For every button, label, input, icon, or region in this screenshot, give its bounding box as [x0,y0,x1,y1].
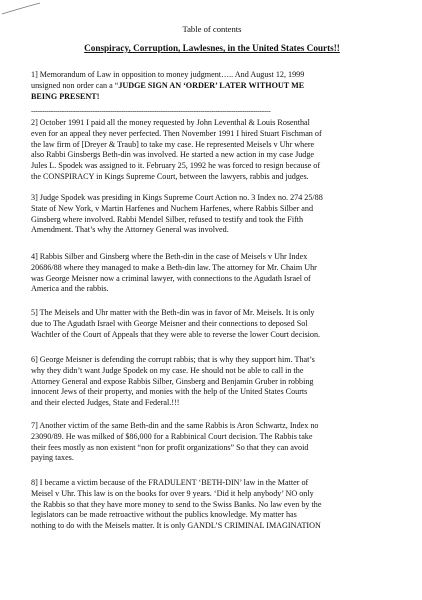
separator-line: ------------------------------------------------------------------------------------------------------------- [31,106,271,115]
paragraph-line: 6] George Meisner is defending the corrupt rabbis; that is why they support him. That’s [31,355,315,364]
paragraph-line: 20686/88 where they managed to make a Beth-din law. The attorney for Mr. Chaim Uhr [31,262,317,272]
paragraph-7 [31,421,393,464]
paragraph-line: 3] Judge Spodek was presiding in Kings Supreme Court Action no. 3 Index no. 274 25/88 [31,193,323,202]
paragraph-line: was George Meisner now a criminal lawyer, with connections to the Agudath Israel of [31,273,311,283]
paragraph-2 [31,118,393,183]
paragraph-line: America and the rabbis. [31,284,109,294]
paragraph-line: Wachtler of the Court of Appeals that they were able to reverse the lower Court decision. [31,329,321,339]
paragraph-1-line-2-text: unsigned non order can a “ [31,80,119,90]
document-heading: Conspiracy, Corruption, Lawlesnes, in the United States Courts!! [84,43,340,53]
paragraph-line: 23090/89. He was milked of $86,000 for a Rabbinical Court decision. The Rabbis take [31,431,313,441]
paragraph-line: innocent Jews of their property, and monies with the help of the United States Courts [31,387,308,397]
paragraph-line: paying taxes. [31,453,74,463]
paragraph-line: legislators can be made retroactive without the publics knowledge. My matter has [31,510,297,520]
paragraph-1 [31,70,393,102]
paragraph-line: 4] Rabbis Silber and Ginsberg where the Beth-din in the case of Meisels v Uhr Index [31,252,308,261]
paragraph-line: Jules L. Spodek was assigned to it. February 25, 1992 he was forced to resign because of [31,161,321,171]
paragraph-line: also Rabbi Ginsbergs Beth-din was involved. He started a new action in my case Judge [31,150,315,160]
paragraph-line: their fees mostly as non existent “non for profit organizations” So that they can avoid [31,442,309,452]
paragraph-line: the Rabbis so that they have more money to send to the Swiss Banks. No law even by the [31,499,322,509]
paragraph-4 [31,252,393,295]
paragraph-line: why they didn’t want Judge Spodek on my case. He should not be able to call in the [31,365,304,375]
paragraph-1-bold-text: JUDGE SIGN AN ‘ORDER’ LATER WITHOUT ME [118,80,305,90]
paragraph-5 [31,308,393,340]
paragraph-3 [31,193,393,236]
paragraph-1-line-3: BEING PRESENT! [31,91,100,101]
paragraph-line: and their elected Judges, State and Federal.!!! [31,398,180,408]
paragraph-line: nothing to do with the Meisels matter. It is only GANDL’S CRIMINAL IMAGINATION [31,521,321,531]
paragraph-line: even for an appeal they never perfected. Then November 1991 I hired Stuart Fischman of [31,128,322,138]
paragraph-line: Attorney General and expose Rabbis Silber, Ginsberg and Benjamin Gruber in robbing [31,376,314,386]
paragraph-line: 8] I became a victim because of the FRADULENT ‘BETH-DIN’ law in the Matter of [31,478,309,487]
paragraph-8 [31,478,393,532]
scan-mark [0,0,60,22]
paragraph-6 [31,355,393,409]
paragraph-line: 2] October 1991 I paid all the money requested by John Leventhal & Louis Rosenthal [31,118,310,127]
paragraph-line: 5] The Meisels and Uhr matter with the Beth-din was in favor of Mr. Meisels. It is only [31,308,315,317]
paragraph-line: Ginsberg where involved. Rabbi Mendel Silber, refused to testify and took the Fifth [31,214,304,224]
paragraph-line: the law firm of [Dreyer & Traub] to take my case. He represented Meisels v Uhr where [31,139,315,149]
paragraph-line: the CONSPIRACY in Kings Supreme Court, between the lawyers, rabbis and judges. [31,171,309,181]
paragraph-line: State of New York, v Martin Harfenes and Nuchem Harfenes, where Rabbis Silber and [31,203,314,213]
paragraph-line: Meisel v Uhr. This law is on the books for over 9 years. ‘Did it help anybody’ NO only [31,488,314,498]
page-title: Table of contents [182,24,242,34]
paragraph-1-line-2 [31,81,393,92]
paragraph-line: Amendment. That’s why the Attorney General was involved. [31,225,229,235]
paragraph-1-line-1: 1] Memorandum of Law in opposition to money judgment….. And August 12, 1999 [31,70,305,79]
paragraph-line: due to The Agudath Israel with George Meisner and their connections to deposed Sol [31,318,308,328]
paragraph-line: 7] Another victim of the same Beth-din and the same Rabbis is Aron Schwartz, Index no [31,421,319,430]
